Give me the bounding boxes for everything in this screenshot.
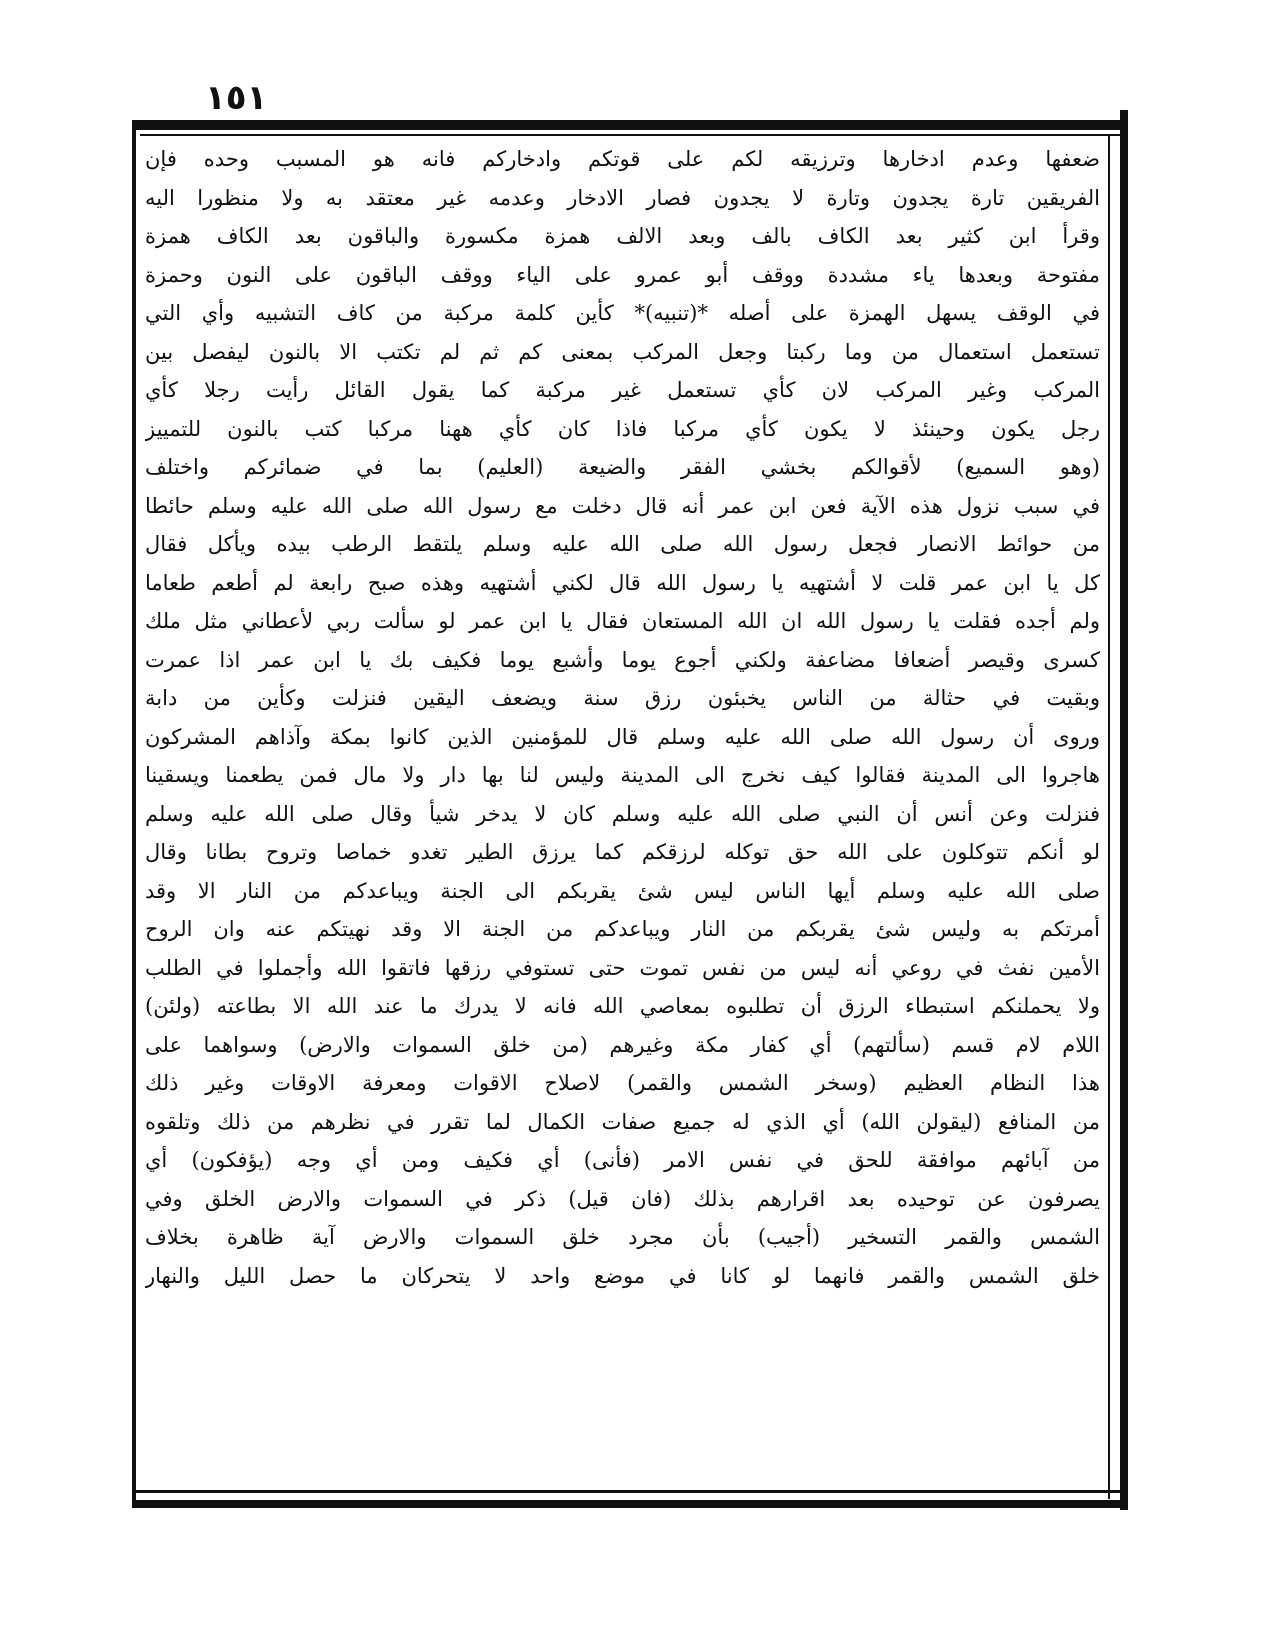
text-line: من آبائهم موافقة للحق في نفس الامر (فأنى) أي فكيف ومن أي وجه (يؤفكون) أي xyxy=(145,1148,1100,1172)
text-line: تستعمل استعمال من وما ركبتا وجعل المركب بمعنى كم ثم لم تكتب الا بالنون ليفصل بين xyxy=(145,339,1100,364)
body-text xyxy=(145,140,1100,1490)
text-line: كل يا ابن عمر قلت لا أشتهيه يا رسول الله قال لكني أشتهيه وهذه صبح رابعة لم أطعم طعاما xyxy=(145,570,1100,595)
frame-bottom-thick-border xyxy=(132,1500,1127,1508)
text-line: الفريقين تارة يجدون وتارة لا يجدون فصار الادخار وعدمه غير معتقد به ولا منظورا اليه xyxy=(145,185,1100,210)
frame-top-inner-border xyxy=(140,134,1120,136)
text-line: كسرى وقيصر أضعافا مضاعفة ولكني أجوع يوما وأشبع يوما فكيف بك يا ابن عمر اذا عمرت xyxy=(145,647,1100,672)
text-line: ولا يحملنكم استبطاء الرزق أن تطلبوه بمعاصي الله فانه لا يدرك ما عند الله الا بطاعته (ولئن) xyxy=(145,994,1100,1018)
frame-left-border xyxy=(132,120,136,1505)
text-line: من المنافع (ليقولن الله) أي الذي له جميع صفات الكمال لما تقرر في نظرهم من ذلك وتلقوه xyxy=(145,1109,1100,1134)
text-line: وبقيت في حثالة من الناس يخبئون رزق سنة ويضعف اليقين فنزلت وكأين من دابة xyxy=(145,686,1100,710)
text-line: وقرأ ابن كثير بعد الكاف بالف وبعد الالف همزة مكسورة والباقون بعد الكاف همزة xyxy=(145,224,1100,248)
text-line: ولم أجده فقلت يا رسول الله ان الله المستعان فقال يا ابن عمر لو سألت ربي لأعطاني مثل ملك xyxy=(145,609,1100,633)
text-line: أمرتكم به وليس شئ يقربكم من النار ويباعدكم من الجنة الا وقد نهيتكم عنه وان الروح xyxy=(145,917,1100,941)
text-line: الأمين نفث في روعي أنه ليس من نفس تموت حتى تستوفي رزقها فاتقوا الله وأجملوا في الطلب xyxy=(145,955,1100,980)
text-line: الشمس والقمر التسخير (أجيب) بأن مجرد خلق السموات والارض آية ظاهرة بخلاف xyxy=(145,1225,1100,1249)
text-line: صلى الله عليه وسلم أيها الناس ليس شئ يقربكم الى الجنة ويباعدكم من النار الا وقد xyxy=(145,878,1100,903)
frame-top-border xyxy=(132,120,1127,130)
frame-right-border xyxy=(1120,110,1128,1510)
text-line: هاجروا الى المدينة فقالوا كيف نخرج الى المدينة وليس لنا بها دار ولا مال فمن يطعمنا ويسقينا xyxy=(145,763,1100,787)
text-line: المركب وغير المركب لان كأي تستعمل غير مركبة كما يقول القائل رأيت رجلا كأي xyxy=(145,378,1100,402)
text-line: وروى أن رسول الله صلى الله عليه وسلم قال للمؤمنين الذين كانوا بمكة وآذاهم المشركون xyxy=(145,724,1100,749)
text-line: في الوقف يسهل الهمزة على أصله *(تنبيه)* كأين كلمة مركبة من كاف التشبيه وأي التي xyxy=(145,301,1100,325)
text-line: لو أنكم تتوكلون على الله حق توكله لرزقكم كما يرزق الطير تغدو خماصا وتروح بطانا وقال xyxy=(145,840,1100,864)
page-number: ١٥١ xyxy=(205,78,268,118)
text-line: من حوائط الانصار فجعل رسول الله صلى الله عليه وسلم يلتقط الرطب بيده ويأكل فقال xyxy=(145,532,1100,556)
text-line: مفتوحة وبعدها ياء مشددة ووقف أبو عمرو على الياء ووقف الباقون على النون وحمزة xyxy=(145,262,1100,287)
text-line: يصرفون عن توحيده بعد اقرارهم بذلك (فان قيل) ذكر في السموات والارض الخلق وفي xyxy=(145,1186,1100,1211)
frame-bottom-border xyxy=(132,1490,1127,1493)
text-line: اللام لام قسم (سألتهم) أي كفار مكة وغيرهم (من خلق السموات والارض) وسواهما على xyxy=(145,1032,1100,1057)
text-line: (وهو السميع) لأقوالكم بخشي الفقر والضيعة (العليم) بما في ضمائركم واختلف xyxy=(145,455,1100,479)
text-line: ضعفها وعدم ادخارها وترزيقه لكم على قوتكم وادخاركم فانه هو المسبب وحده فإن xyxy=(145,147,1100,171)
text-line: في سبب نزول هذه الآية فعن ابن عمر أنه قال دخلت مع رسول الله صلى الله عليه وسلم حائطا xyxy=(145,493,1100,518)
text-line: فنزلت وعن أنس أن النبي صلى الله عليه وسلم كان لا يدخر شيأ وقال صلى الله عليه وسلم xyxy=(145,801,1100,826)
text-line: رجل يكون وحينئذ لا يكون كأي مركبا فاذا كان كأي ههنا مركبا كتب بالنون للتمييز xyxy=(145,416,1100,441)
text-line: خلق الشمس والقمر فانهما لو كانا في موضع واحد لا يتحركان ما حصل الليل والنهار xyxy=(145,1263,1100,1288)
text-line: هذا النظام العظيم (وسخر الشمس والقمر) لاصلاح الاقوات ومعرفة الاوقات وغير ذلك xyxy=(145,1071,1100,1095)
frame-right-inner-border xyxy=(1108,134,1110,1499)
